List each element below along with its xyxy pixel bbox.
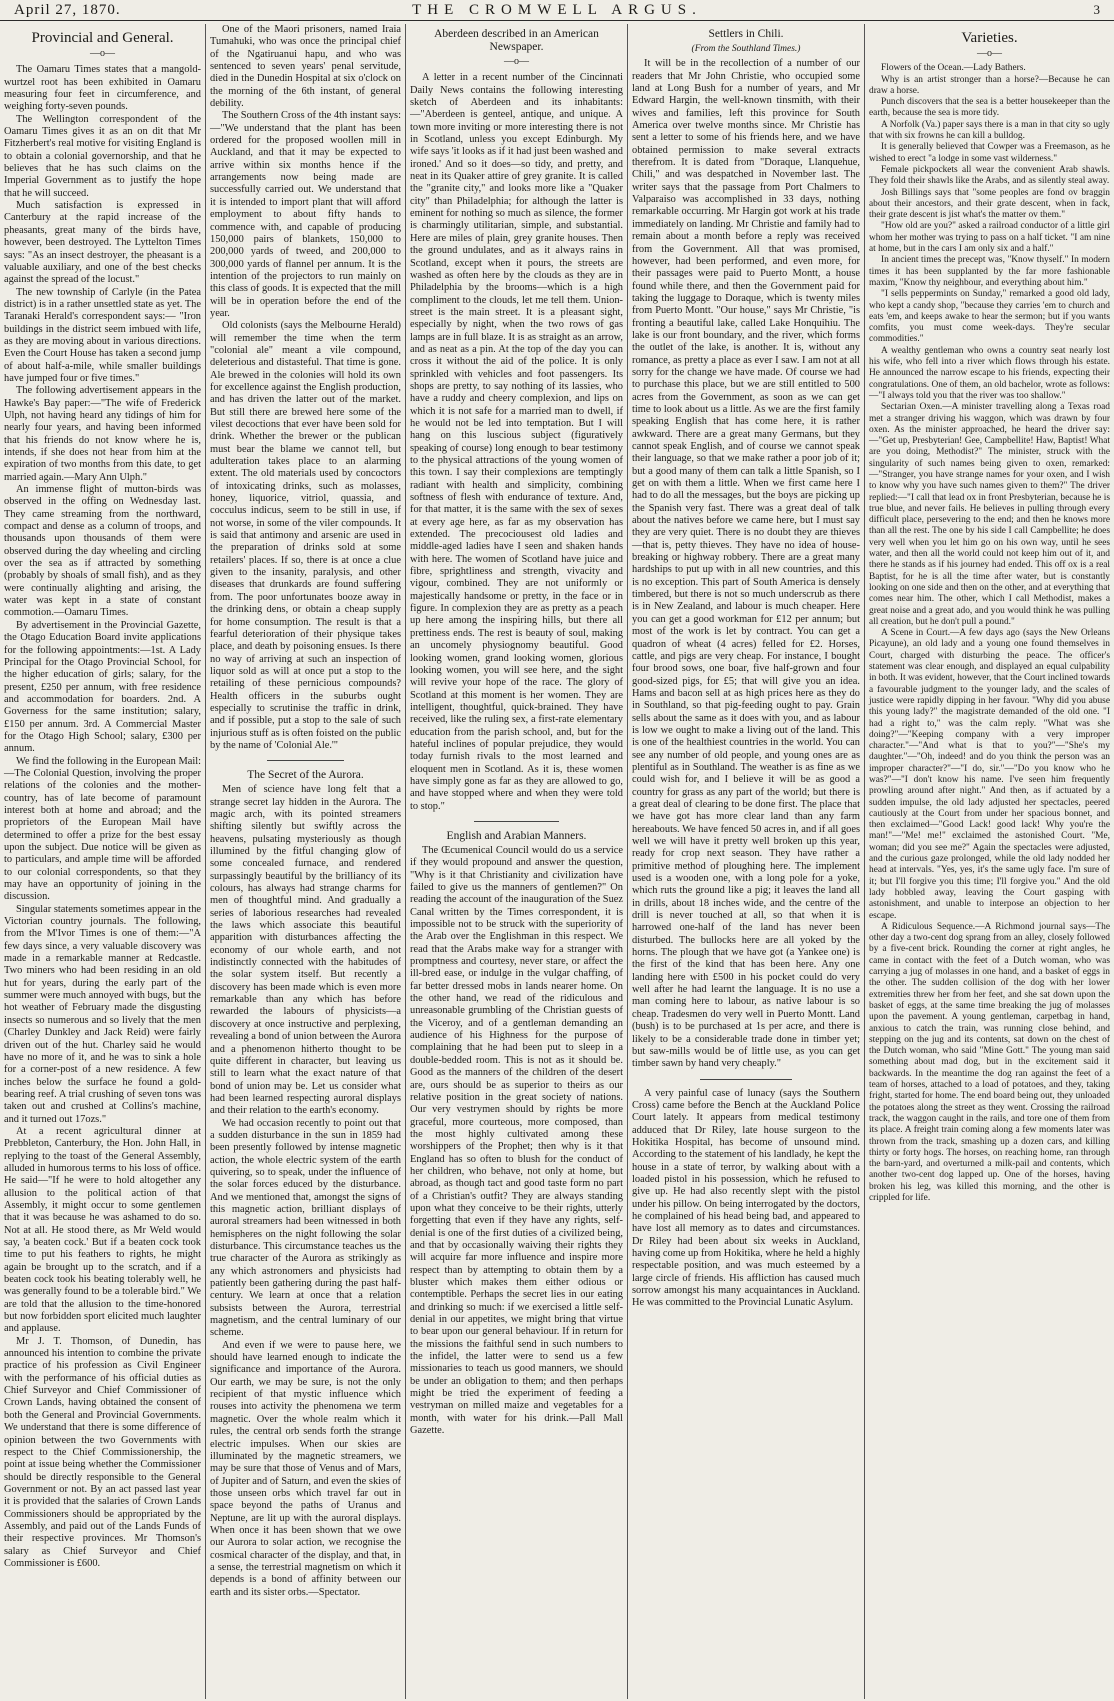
article-paragraph: Mr J. T. Thomson, of Dunedin, has announced his intention to combine the private practice of his profession as Civil Engineer with the performance of his official duties as Chief Surveyor and Chief Commissioner of Crown Lands, having obtained the consent of both the General and Provincial Governments. We understand that there is some difference of opinion between the two Governments with respect to the Chief Commissionership, the point at issue being whether the Commissioner should be directly responsible to the General Government or not. By an act passed last year it is provided that the salaries of Crown Lands Commissioners should be appropriated by the Assembly, and paid out of the Lands Funds of their respective provinces. Mr Thomson's salary as Chief Surveyor and Chief Commissioner is £600. [4, 1335, 201, 1569]
section-heading-aberdeen: Aberdeen described in an American Newspaper. [434, 28, 599, 53]
article-rule [267, 760, 343, 761]
article-paragraph: Singular statements sometimes appear in the Victorian country journals. The following, from the M'Ivor Times is one of them:—"A few days since, a very valuable discovery was made in a remarkable manner at Redcastle. Two miners who had been residing in an old hut for years, during the early part of the summer were much annoyed with bugs, but the hot weather of February made the disgusting insects so numerous and so lively that the men (Charley Dunkley and Jack Reid) were fairly driven out of the hut. Charley said he would have no more of it, and he was to sink a hole for a corner-post of a new residence. A few inches below the surface he found a gold-bearing reef. A trial crushing of seven tons was taken out and crushed at Collins's machine, and it turned out 17ozs." [4, 903, 201, 1125]
page-mark: 3 [1093, 2, 1100, 17]
column-varieties [864, 24, 1114, 1699]
newspaper-title: THE CROMWELL ARGUS. [412, 2, 702, 18]
article-paragraph: Sectarian Oxen.—A minister travelling along a Texas road met a stranger driving his waggon, which was drawn by four oxen. As the minister approached, he heard the driver say:—"Get up, Presbyterian! Gee, Campbellite! Haw, Baptist! What are you doing, Methodist?" The minister, struck with the singularity of such names being given to oxen, remarked:—"Stranger, you have strange names for your oxen, and I wish to know why you have such names given to them?" The driver replied:—"I call that lead ox in front Presbyterian, because he is true blue, and never fails. He believes in pulling through every difficult place, persevering to the end; and then he knows more than all the rest. The one by his side I call Campbellite; he does very well when you let him go on his own way, until he sees water, and then all the world could not keep him out of it, and there he stands as if his journey had ended. This off ox is a real Baptist, for he is all the time after water, but is constantly looking on one side and then on the other, and at everything that comes near him. The other, which I call Methodist, makes a great noise and a great ado, and you would think he was pulling all creation, but he don't pull a pound." [869, 402, 1110, 627]
article-paragraph: An immense flight of mutton-birds was observed in the offing on Wednesday last. They came streaming from the northward, compact and dense as a column of troops, and thousands upon thousands of them were observed during the day wheeling and circling over the sea as if attracted by something (probably by shoals of small fish), and as they were continually alighting and arising, the water was kept in a state of constant commotion.—Oamaru Times. [4, 484, 201, 619]
article-paragraph: The new township of Carlyle (in the Patea district) is in a rather unsettled state as yet. The Taranaki Herald's correspondent says:— "Iron buildings in the district seem imbued with life, as they are moving about in various directions. Even the Court House has taken a second jump of about half-a-mile, while smaller buildings have jumped four or five times." [4, 286, 201, 384]
section-divider: —o— [504, 56, 529, 67]
section-divider: —o— [90, 48, 115, 59]
article-paragraph: Punch discovers that the sea is a better housekeeper than the earth, because the sea is more tidy. [869, 97, 1110, 119]
article-paragraph: In ancient times the precept was, "Know thyself." In modern times it has been supplanted by the far more fashionable maxim, "Know thy neighbour, and everything about him." [869, 255, 1110, 288]
article-paragraph: Much satisfaction is expressed in Canterbury at the rapid increase of the pheasants, great many of the birds have, however, been destroyed. The Lyttelton Times says: "As an insect destroyer, the pheasant is a valuable auxiliary, and one of the best checks against the spread of the locust." [4, 200, 201, 286]
article-paragraph: The following advertisement appears in the Hawke's Bay paper:—"The wife of Frederick Ulph, not having heard any tidings of him for nearly four years, and having been informed that his friends do not know where he is, intends, if she does not hear from him at the expiration of two months from this date, to get married again.—Mary Ann Ulph." [4, 385, 201, 483]
article-paragraph: The Southern Cross of the 4th instant says:—"We understand that the plant has been ordered for the proposed woollen mill in Auckland, and that it may be expected to arrive within six months hence if the arrangements now being made are successfully carried out. We understand that it is intended to import plant that will afford employment to about fifty hands to commence with, and capable of producing 150,000 pairs of blankets, 150,000 to 200,000 yards of tweed, and 200,000 to 300,000 yards of flannel per annum. It is the intention of the projectors to run mainly on this class of goods. It is expected that the mill will be in operation before the end of the year. [210, 110, 401, 319]
column-aberdeen-manners [405, 24, 627, 1699]
article-rule [474, 821, 559, 822]
article-paragraph: A very painful case of lunacy (says the Southern Cross) came before the Bench at the Auckland Police Court lately. It appears from medical testimony adduced that Dr Riley, late house surgeon to the Hokitika Hospital, has become of unsound mind. According to the statement of his landlady, he kept the house in a state of terror, by walking about with a loaded pistol in his possession, which he refused to give up. He had also recently slept with the pistol under his pillow. On being interrogated by the doctors, he complained of his head being bad, and appeared to have lost all memory as to dates and circumstances. Dr Riley had been about six weeks in Auckland, having come up from Hokitika, where he held a highly respectable position, and was much esteemed by a large circle of friends. His affliction has caused much sorrow amongst his many acquaintances in Auckland. He was committed to the Provincial Lunatic Asylum. [632, 1087, 860, 1309]
column-maori-aurora [205, 24, 405, 1699]
article-paragraph: We find the following in the European Mail:—The Colonial Question, involving the proper relations of the colonies and the mother-country, has of late become of paramount interest both at home and abroad; and the proprietors of the European Mail have determined to offer a prize for the best essay upon the subject. Due notice will be given as to particulars, and ample time will be afforded to our colonial correspondents, so that they may have an opportunity of joining in the discussion. [4, 755, 201, 903]
issue-date: April 27, 1870. [14, 2, 121, 18]
article-paragraph: Josh Billings says that "some peoples are fond ov braggin about their ancestors, and their grate descent, when in fack, their grate descent is jist what's the matter ov them." [869, 187, 1110, 221]
article-paragraph: Old colonists (says the Melbourne Herald) will remember the time when the term "colonial ale" meant a vile compound, deleterious and distasteful. That time is gone. Ale brewed in the colonies will hold its own for excellence against the English production, and has driven the latter out of the market. But still there are brewed here some of the vilest decoctions that ever have been sold for drink. Whether the brewer or the publican must bear the blame we cannot tell, but adulteration takes place to an alarming extent. The old materials used by concoctors of intoxicating drinks, such as molasses, honey, liquorice, vitriol, quassia, and cocculus indicus, seem to be still in use, if not worse, in some of the viler compounds. It is said that antimony and arsenic are used in the preparation of drinks sold at some retailers' places. If so, there is at once a clue given to the insanity, paralysis, and other diseases that drunkards are found suffering from. The poor unfortunates booze away in the drinking dens, or obtain a cheap supply for home consumption. The result is that a fearful deterioration of their physique takes place, and death by poisoning ensues. Is there no way of arriving at such an inspection of liquor sold as will at once put a stop to the retailing of these pernicious compounds? Health officers in the suburbs ought especially to scrutinise the traffic in drink, and if possible, put a stop to the sale of such injurious stuff as is often foisted on the public by the name of 'Colonial Ale.'" [210, 320, 401, 751]
column-settlers-chili [627, 24, 864, 1699]
article-paragraph: A Norfolk (Va.) paper says there is a man in that city so ugly that with six frowns he can kill a bulldog. [869, 119, 1110, 142]
section-heading-provincial: Provincial and General. [31, 30, 174, 46]
article-paragraph: "How old are you?" asked a railroad conductor of a little girl whom her mother was trying to pass on a half ticket. "I am nine at home, but in the cars I am only six and a half." [869, 221, 1110, 255]
article-paragraph: Female pickpockets all wear the convenient Arab shawls. They fold their shawls like the Arabs, and as silently steal away. [869, 164, 1110, 187]
article-paragraph: A Scene in Court.—A few days ago (says the New Orleans Picayune), an old lady and a young one found themselves in Court, charged with disturbing the peace. The officer's statement was clear enough, and displayed an equal culpability in both. It was evident, however, that the Court inclined towards a favourable judgment to the younger lady, and the scales of justice were rapidly dipping in her favour. "Why did you abuse this young lady?" the magistrate demanded of the old one. "I had a right to," was the calm reply. "What was she doing?"—"Keeping company with a very improper character."—"And what is that to you?"—"She's my daughter."—"Oh, indeed! and do you think the person was an improper character?"—"I do, sir."—"Do you know who he was?"—"I don't know his name. I've seen him frequently prowling around after night." And then, as if actuated by a sudden impulse, the old lady adjusted her spectacles, peered cautiously at the Court from under her spacious bonnet, and then exclaimed—"Good Lack! good lack! Why you're the man!"—"Me! me!" exclaimed the astonished Court. "Me, woman; did you see me?" Again the spectacles were adjusted, and the curious gaze prolonged, while the old lady nodded her head at intervals. "Yes, yes, it's the same ugly face. I'm sure of it; but I'll forgive you this time; I'll forgive you." And the old lady hobbled away, leaving the Court gasping with astonishment, and unable to interpose an objection to her escape. [869, 628, 1110, 921]
column-provincial-general [0, 24, 205, 1699]
article-paragraph: Men of science have long felt that a strange secret lay hidden in the Aurora. The magic arch, with its pointed streamers shifting silently but swiftly across the heavens, pulsating mysteriously as though illumined by the fitful changing glow of some concealed furnace, and rendered surpassingly beautiful by the brilliancy of its colours, has always had strange charms for men of thoughtful mind. And gradually a series of laborious researches had revealed the laws which associate this beautiful apparition with disturbances affecting the economy of our whole earth, and not indistinctly connected with the habitudes of the solar system itself. But recently a discovery has been made which is even more remarkable than any which has before rewarded the labours of physicists—a discovery at once instructive and perplexing, revealing a bond of union between the Aurora and a phenomenon hitherto thought to be quite different in character, but leaving us still to learn what the exact nature of that bond of union may be. Let us consider what had been learned respecting auroral displays and their relation to the earth's economy. [210, 784, 401, 1117]
article-paragraph: "I sells peppermints on Sunday," remarked a good old lady, who kept a candy shop, "because they carries 'em to church and eats 'em, and keeps awake to hear the sermon; but if you wants comfits, you must come week-days. They're secular commodities." [869, 289, 1110, 345]
article-paragraph: A wealthy gentleman who owns a country seat nearly lost his wife, who fell into a river which flows through his estate. He announced the narrow escape to his friends, expecting their congratulations. One of them, an old bachelor, wrote as follows:—"I always told you that the river was too shallow." [869, 345, 1110, 401]
section-heading-varieties: Varieties. [961, 30, 1018, 46]
article-paragraph: At a recent agricultural dinner at Prebbleton, Canterbury, the Hon. John Hall, in replying to the toast of the General Assembly, alluded in humorous terms to his loss of office. He said—"If he were to hold altogether any allusion to the political action of that Assembly, it might occur to some gentlemen that it was because he was ashamed to do so. Not at all. He stood there, as Mr Weld would say, 'a beaten cock.' But if a beaten cock took time to put his feathers to rights, he might again be brought up to the scratch, and if a beaten cock took his beating tolerably well, he was generally found to be a tolerable bird." We are told that the allusion to the time-honored but now forbidden sport elicited much laughter and applause. [4, 1125, 201, 1335]
article-paragraph: A Ridiculous Sequence.—A Richmond journal says—The other day a two-cent dog sprang from an alley, closely followed by a five-cent brick. Rounding the corner at right angles, he came in contact with the feet of a Dutch woman, who was carrying a jug of molasses in one hand, and a basket of eggs in the other. The sudden collision of the dog with her lower extremities threw her from her feet, and she sat down upon the basket of eggs, at the same time breaking the jug of molasses upon the pavement. A young gentleman, carpetbag in hand, anxious to catch the train, was running close behind, and stepping on the jug and its contents, sat down on the chest of the Dutch woman, who said "Mine Gott." The young man said something about mad dog, but in the excitement said it backwards. In the meantime the dog ran against the feet of a team of horses, attached to a load of potatoes, and they, taking fright, started for home. The end board being out, they unloaded the potatoes along the street as they went. Crossing the railroad track, the waggon caught in the rails, and tore one of them from its place. A freight train coming along a few moments later was thrown from the track, smashing up a dozen cars, and killing thirty or forty hogs. The horses, on reaching home, ran through the barn-yard, and overturned a milk-pail and contents, which another two-cent dog lapped up. One of the horses, having broken his leg, was killed this morning, and the other is crippled for life. [869, 921, 1110, 1203]
article-paragraph: We had occasion recently to point out that a sudden disturbance in the sun in 1859 had been presently followed by intense magnetic action, the whole electric system of the earth quivering, so to speak, under the influence of the solar forces educed by the disturbance. And we mentioned that, amongst the signs of this magnetic action, brilliant displays of auroral streamers had been witnessed in both hemispheres on the night following the solar disturbance. This circumstance teaches us the true character of the Aurora as strikingly as any which astronomers and physicists had patiently been gathering during the past half-century. We learn at once that a relation subsists between the Aurora, terrestrial magnetism, and the central luminary of our scheme. [210, 1117, 401, 1339]
article-paragraph: A letter in a recent number of the Cincinnati Daily News contains the following interesting sketch of Aberdeen and its inhabitants:—"Aberdeen is genteel, antique, and unique. A town more inviting or more interesting there is not in Scotland, unless you except Edinburgh. My wife says 'it looks as if it had just been washed and ironed.' And so it does—so tidy, and pretty, and neat in its Quaker attire of grey granite. It is called the "granite city," and looks more like a "Quaker city" than Philadelphia; for although the latter is eminent for nothing so much as silence, the former is charmingly utilitarian, simple, and substantial. Here are miles of plain, grey granite houses. Then the ground undulates, and as it always rains in Scotland, except when it pours, the streets are washed as often here by the clouds as they are in Philadelphia by the brooms—which is a high compliment to the clouds, let me tell them. Union-street is the main street. It is a pleasant sight, especially by night, when the two rows of gas lamps are in full blaze. It is as straight as an arrow, and as neat as a pin. At the top of the day you can cross it without the aid of the police. It is only sprinkled with vehicles and foot passengers. Its shops are pretty, to say nothing of its lassies, who have a ruddy and cheery complexion, and lips on which it is not safe for a married man to dwell, if he would not be led into temptation. But I will hang on this luscious subject (figuratively speaking of course) long enough to bear testimony to the physical attractions of the young women of this town. I say their complexions are temptingly radiant with health and simplicity, combining softness of flesh with endurance of texture. And, for that matter, it is the same with the sex of sexes at every age here, as far as my observation has extended. The precociousest old ladies and middle-aged ladies have I seen and shaken hands with here. The women of Scotland have juice and fibre, sprightliness and strength, vivacity and vigour, combined. They are not uniformly or majestically handsome or pretty, in the face or in figure. In complexion they are as pretty as a peach up here among the inspiring hills, but there all prettiness ends. The rest is beauty of soul, making an uncomely physiognomy beautiful. Good looking women, grand looking women, glorious looking women, you will see here, and the sight will revive your hope of the race. The glory of Scotland at this moment is her women. They are intelligent, thoughtful, quick-brained. They have received, like the ruling sex, a first-rate elementary education from the parish school, and, but for the hateful inclines of popular prejudice, they would today furnish rivals to the most learned and eloquent men in Scotland. As it is, these women have simply gone as far as they are allowed to go, and have stopped where and when they were told to stop." [410, 72, 623, 812]
article-paragraph: Flowers of the Ocean.—Lady Bathers. [881, 63, 1026, 74]
section-divider: —o— [977, 48, 1002, 59]
article-paragraph: The Oamaru Times states that a mangold-wurtzel root has been exhibited in Oamaru measuring four feet in circumference, and weighing forty-seven pounds. [4, 64, 201, 113]
article-paragraph: One of the Maori prisoners, named Iraia Tumahuki, who was once the principal chief of the Ngatiruanui hapu, and who was sentenced to seven years' penal servitude, died in the Dunedin Hospital at six o'clock on the morning of the 6th instant, of general debility. [210, 24, 401, 110]
newspaper-columns [0, 24, 1114, 1701]
section-heading-aurora: The Secret of the Aurora. [247, 769, 364, 782]
article-source: (From the Southland Times.) [691, 44, 801, 54]
article-paragraph: And even if we were to pause here, we should have learned enough to indicate the significance and importance of the Aurora. Our earth, we may be sure, is not the only recipient of that mystic influence which rouses into activity the phenomena we term magnetic. Over the whole realm which it rules, the central orb sends forth the strange electric impulses. When our skies are illuminated by the magnetic streamers, we may be sure that those of Venus and of Mars, of Jupiter and of Saturn, and even the skies of those unseen orbs which travel far out in space beyond the paths of Uranus and Neptune, are lit up with the auroral displays. When once it has been shown that we owe our Aurora to solar action, we recognise the cosmical character of the display, and that, in a sense, the terrestrial magnetism on which it depends is a bond of affinity between our earth and its sister orbs.—Spectator. [210, 1339, 401, 1598]
article-rule [700, 1079, 791, 1080]
article-paragraph: Why is an artist stronger than a horse?—Because he can draw a horse. [869, 74, 1110, 96]
article-paragraph: The Œcumenical Council would do us a service if they would propound and answer the question, "Why is it that Christianity and civilization have failed to give us the manners of gentlemen?" On reading the account of the inauguration of the Suez Canal written by the Times correspondent, it is impossible not to be struck with the superiority of the Arab over the Englishman in this respect. We read that the Arabs make way for a stranger with promptness and courtesy, never stare, or affect the ill-bred ease, or indulge in the vulgar chaffing, of far better dressed mobs in lands nearer home. On the other hand, we read of the ridiculous and unreasonable grumbling of the Christian guests of the Viceroy, and of a gentleman demanding an audience of his Highness for the purpose of complaining that he had been put to sleep in a double-bedded room. This is not as it should be. Good as the manners of the children of the desert are, ours should be as superior to theirs as our relative position in the great society of nations. Our very vestrymen should by rights be more graceful, more courteous, more composed, than the most highly cultivated among these worshippers of the Prophet; then why is it that England has so often to blush for the conduct of her children, who behave, not only at home, but abroad, as though tact and good taste form no part of a Christian's outfit? They are always standing upon what they conceive to be their rights, utterly forgetting that even if they have any rights, self-denial is one of the first duties of a civilized being, and that by occasionally waiving their rights they will acquire far more influence and inspire more respect than by attempting to obtain them by a bluster which makes them either odious or contemptible. Perhaps the secret lies in our eating and drinking so much: if we exercised a little self-denial in our appetites, we might bring that virtue to bear upon our general behaviour. If in return for the missions the faithful send in such numbers to the infidel, the latter were to send us a few missionaries to teach us good manners, we should be under an obligation to them; and then perhaps might be tried the experiment of feeding a vestryman on milled maize and vegetables for a month, with water for his drink.—Pall Mall Gazette. [410, 844, 623, 1437]
section-heading-settlers: Settlers in Chili. [708, 28, 784, 40]
article-paragraph: By advertisement in the Provincial Gazette, the Otago Education Board invite applications for the following appointments:—1st. A Lady Principal for the Otago Provincial School, for the higher education of girls; salary, for the present, £250 per annum, with free residence and accommodation for boarders. 2nd. A Governess for the same institution; salary, £150 per annum. 3rd. A Commercial Master for the Otago High School; salary, £300 per annum. [4, 619, 201, 755]
article-paragraph: It will be in the recollection of a number of our readers that Mr John Christie, who occupied some land at Long Bush for a number of years, and Mr Edward Hargin, the well-known tinsmith, with their wives and families, left this province for South America over twelve months since. Mr Christie has sent a letter to some of his friends here, and we have obtained permission to make several extracts therefrom. It is dated from "Doraque, Llanquehue, Chili," and was despatched in November last. The writer says that the passage from Port Chalmers to Valparaiso was accomplished in 33 days, nothing remarkable occurring. Mr Hargin got work at his trade immediately on landing. Mr Christie and family had to remain about a month before a reply was received from the Government. All that was promised, however, had been performed, and even more, for their passages were paid to Puerto Montt, a house found while there, and then the Government paid for taking the luggage to Doraque, which is twenty miles from Puerto Montt. "Our house," says Mr Christie, "is fronting a beautiful lake, called Lake Honquihiu. The lake is our front boundary, and the river, which forms the outlet of the lake, is another. It is, without any romance, as pretty a place as ever I saw. I am not at all sorry for the change we have made. Of course we had to purchase this place, but we are still entitled to 500 acres from the Government, as soon as we can get time to look about us a little. As we are the first family speaking English that has come here, it is rather awkward. There are a great many Germans, but they cannot speak English, and of course we cannot speak their language, so that we make rather a poor job of it; but a good many of them can talk a little Spanish, so I get on with them a little. When we first came here I had to do all the messages, but the boys are picking up the Spanish very fast. There was a great deal of talk about the natives before we came here, but I must say they are very quiet. There is no doubt they are thieves—that is, petty thieves. They have no idea of house-breaking or highway robbery. There are a great many hardships to put up with in all new countries, and this is no exception. This part of South America is densely timbered, but there is not so much underscrub as there is in New Zealand, and labour is much cheaper. Here you can get a good workman for £12 per annum; but most of the work is let by contract. You can get a quadron of wheat (4 acres) felled for £2. Horses, cattle, and pigs are very cheap. For instance, I bought four brood sows, one boar, five half-grown and four good-sized pigs, for £5; that will give you an idea. Hams and bacon sell at as high prices here as they do in Southland, so that pig-feeding ought to pay. Grain sells about the same as it does with you, and as labour is low we ought to make a living out of the land. This is one of the healthiest countries in the world. You can see any number of old people, and young ones are as plentiful as in Southland. The weather is as fine as we could wish for, and I believe it will be as good a country for grass as any part of the world; but there is a great deal of clearing to be done first. The place that we have got has more clear land than any farm hereabouts. We have fenced 50 acres in, and if all goes well we will have it pretty well broken up this year, ready for crop next season. They have rather a primitive method of ploughing here. The implement used is a wooden one, with a long pole for a yoke, which ruts the ground like a pig; it leaves the land all in drills, about 18 inches wide, and the centre of the drill is never touched at all, so that when it is harrowed one-half of the land has never been disturbed. The bullocks here are all yoked by the horns. The plough that we have got (a Yankee one) is the first of the kind that has been here. Any one landing here with £500 in his pocket could do very well after he had learnt the language. It is no use a man coming here to labour, as native labour is so cheap. Tradesmen do very well in Puerto Montt. Land (bush) is to be purchased at 1s per acre, and there is likely to be a considerable trade done in timber yet; but saw-mills would be of little use, as you can get timber sawn by hand very cheaply." [632, 58, 860, 1070]
masthead [0, 0, 1114, 21]
article-paragraph: The Wellington correspondent of the Oamaru Times gives it as an on dit that Mr Fitzherbert's real motive for visiting England is to obtain a colonial governorship, and that he believes that he has such claims on the Imperial Government as to justify the hope that he will succeed. [4, 113, 201, 199]
section-heading-manners: English and Arabian Manners. [446, 829, 587, 842]
article-paragraph: It is generally believed that Cowper was a Freemason, as he wished to erect "a lodge in some vast wilderness." [869, 142, 1110, 164]
